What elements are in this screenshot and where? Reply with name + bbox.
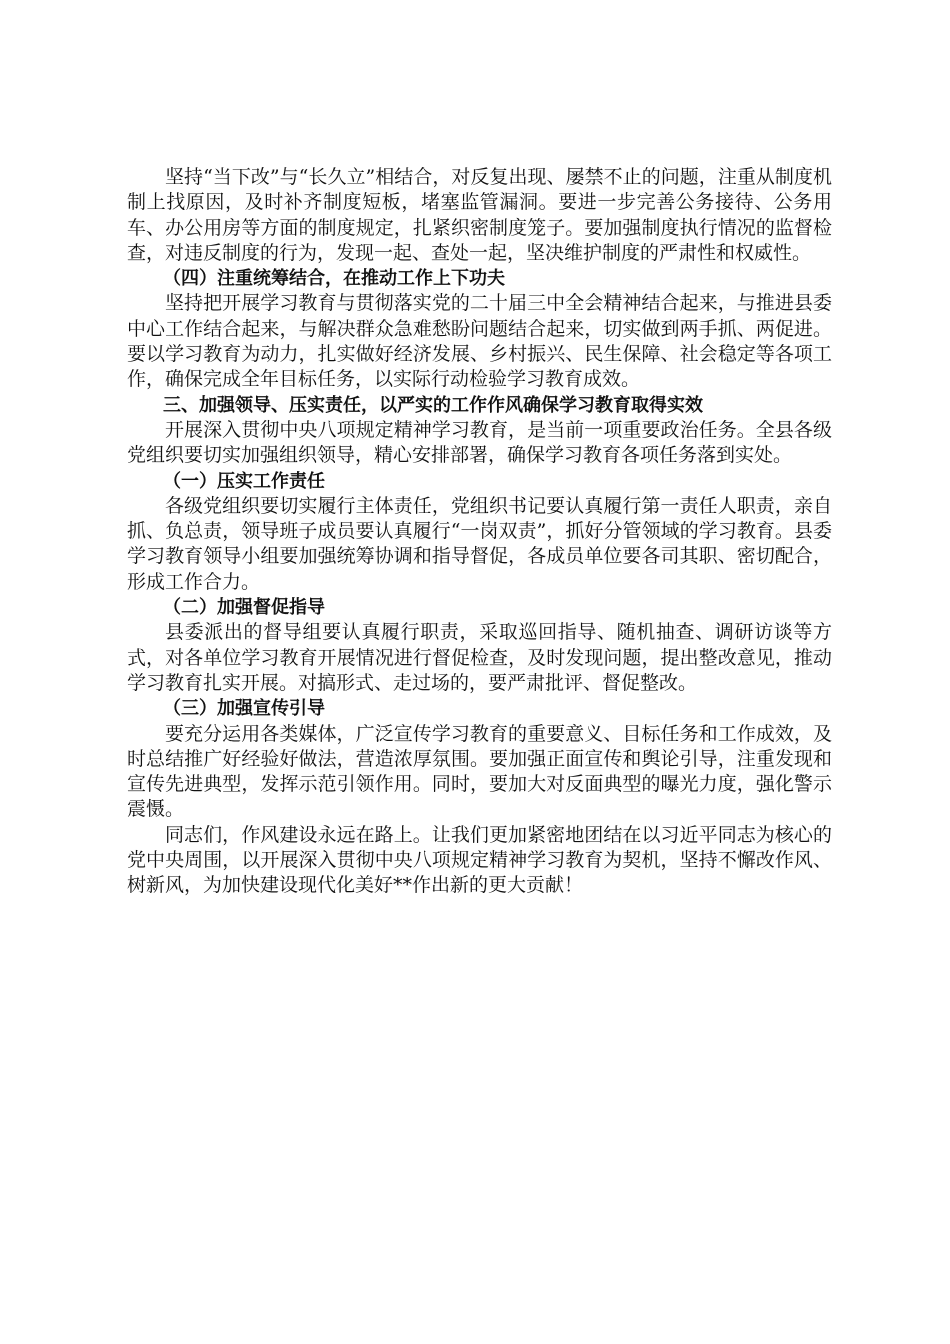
heading-supervision: （二）加强督促指导 <box>163 597 325 619</box>
heading-publicity: （三）加强宣传引导 <box>163 698 325 720</box>
paragraph-supervision: 县委派出的督导组要认真履行职责，采取巡回指导、随机抽查、调研访谈等方式，对各单位学习教育开展情况进行督促检查，及时发现问题，提出整改意见，推动学习教育扎实开展。对搞形式、走过场的，要严肃批评、督促整改。 <box>127 621 832 694</box>
paragraph-institutional-reform: 坚持“当下改”与“长久立”相结合，对反复出现、屡禁不止的问题，注重从制度机制上找原因，及时补齐制度短板，堵塞监管漏洞。要进一步完善公务接待、公务用车、办公用房等方面的制度规定，扎紧织密制度笼子。要加强制度执行情况的监督检查，对违反制度的行为，发现一起、查处一起，坚决维护制度的严肃性和权威性。 <box>127 166 832 264</box>
paragraph-publicity: 要充分运用各类媒体，广泛宣传学习教育的重要意义、目标任务和工作成效，及时总结推广好经验好做法，营造浓厚氛围。要加强正面宣传和舆论引导，注重发现和宣传先进典型，发挥示范引领作用。同时，要加大对反面典型的曝光力度，强化警示震慑。 <box>127 722 832 821</box>
paragraph-coordination: 坚持把开展学习教育与贯彻落实党的二十届三中全会精神结合起来，与推进县委中心工作结合起来，与解决群众急难愁盼问题结合起来，切实做到两手抓、两促进。要以学习教育为动力，扎实做好经济发展、乡村振兴、民生保障、社会稳定等各项工作，确保完成全年目标任务，以实际行动检验学习教育成效。 <box>127 292 832 391</box>
document-page <box>127 165 832 899</box>
paragraph-closing: 同志们，作风建设永远在路上。让我们更加紧密地团结在以习近平同志为核心的党中央周围，以开展深入贯彻中央八项规定精神学习教育为契机，坚持不懈改作风、树新风，为加快建设现代化美好**作出新的更大贡献！ <box>127 823 832 897</box>
paragraph-responsibility: 各级党组织要切实履行主体责任，党组织书记要认真履行第一责任人职责，亲自抓、负总责，领导班子成员要认真履行“一岗双责”，抓好分管领域的学习教育。县委学习教育领导小组要加强统筹协调和指导督促，各成员单位要各司其职、密切配合，形成工作合力。 <box>127 494 832 593</box>
heading-part-3: 三、加强领导、压实责任，以严实的工作作风确保学习教育取得实效 <box>163 394 703 416</box>
heading-responsibility: （一）压实工作责任 <box>163 470 325 492</box>
heading-section-4: （四）注重统筹结合，在推动工作上下功夫 <box>163 268 505 290</box>
paragraph-leadership-intro: 开展深入贯彻中央八项规定精神学习教育，是当前一项重要政治任务。全县各级党组织要切实加强组织领导，精心安排部署，确保学习教育各项任务落到实处。 <box>127 418 832 467</box>
